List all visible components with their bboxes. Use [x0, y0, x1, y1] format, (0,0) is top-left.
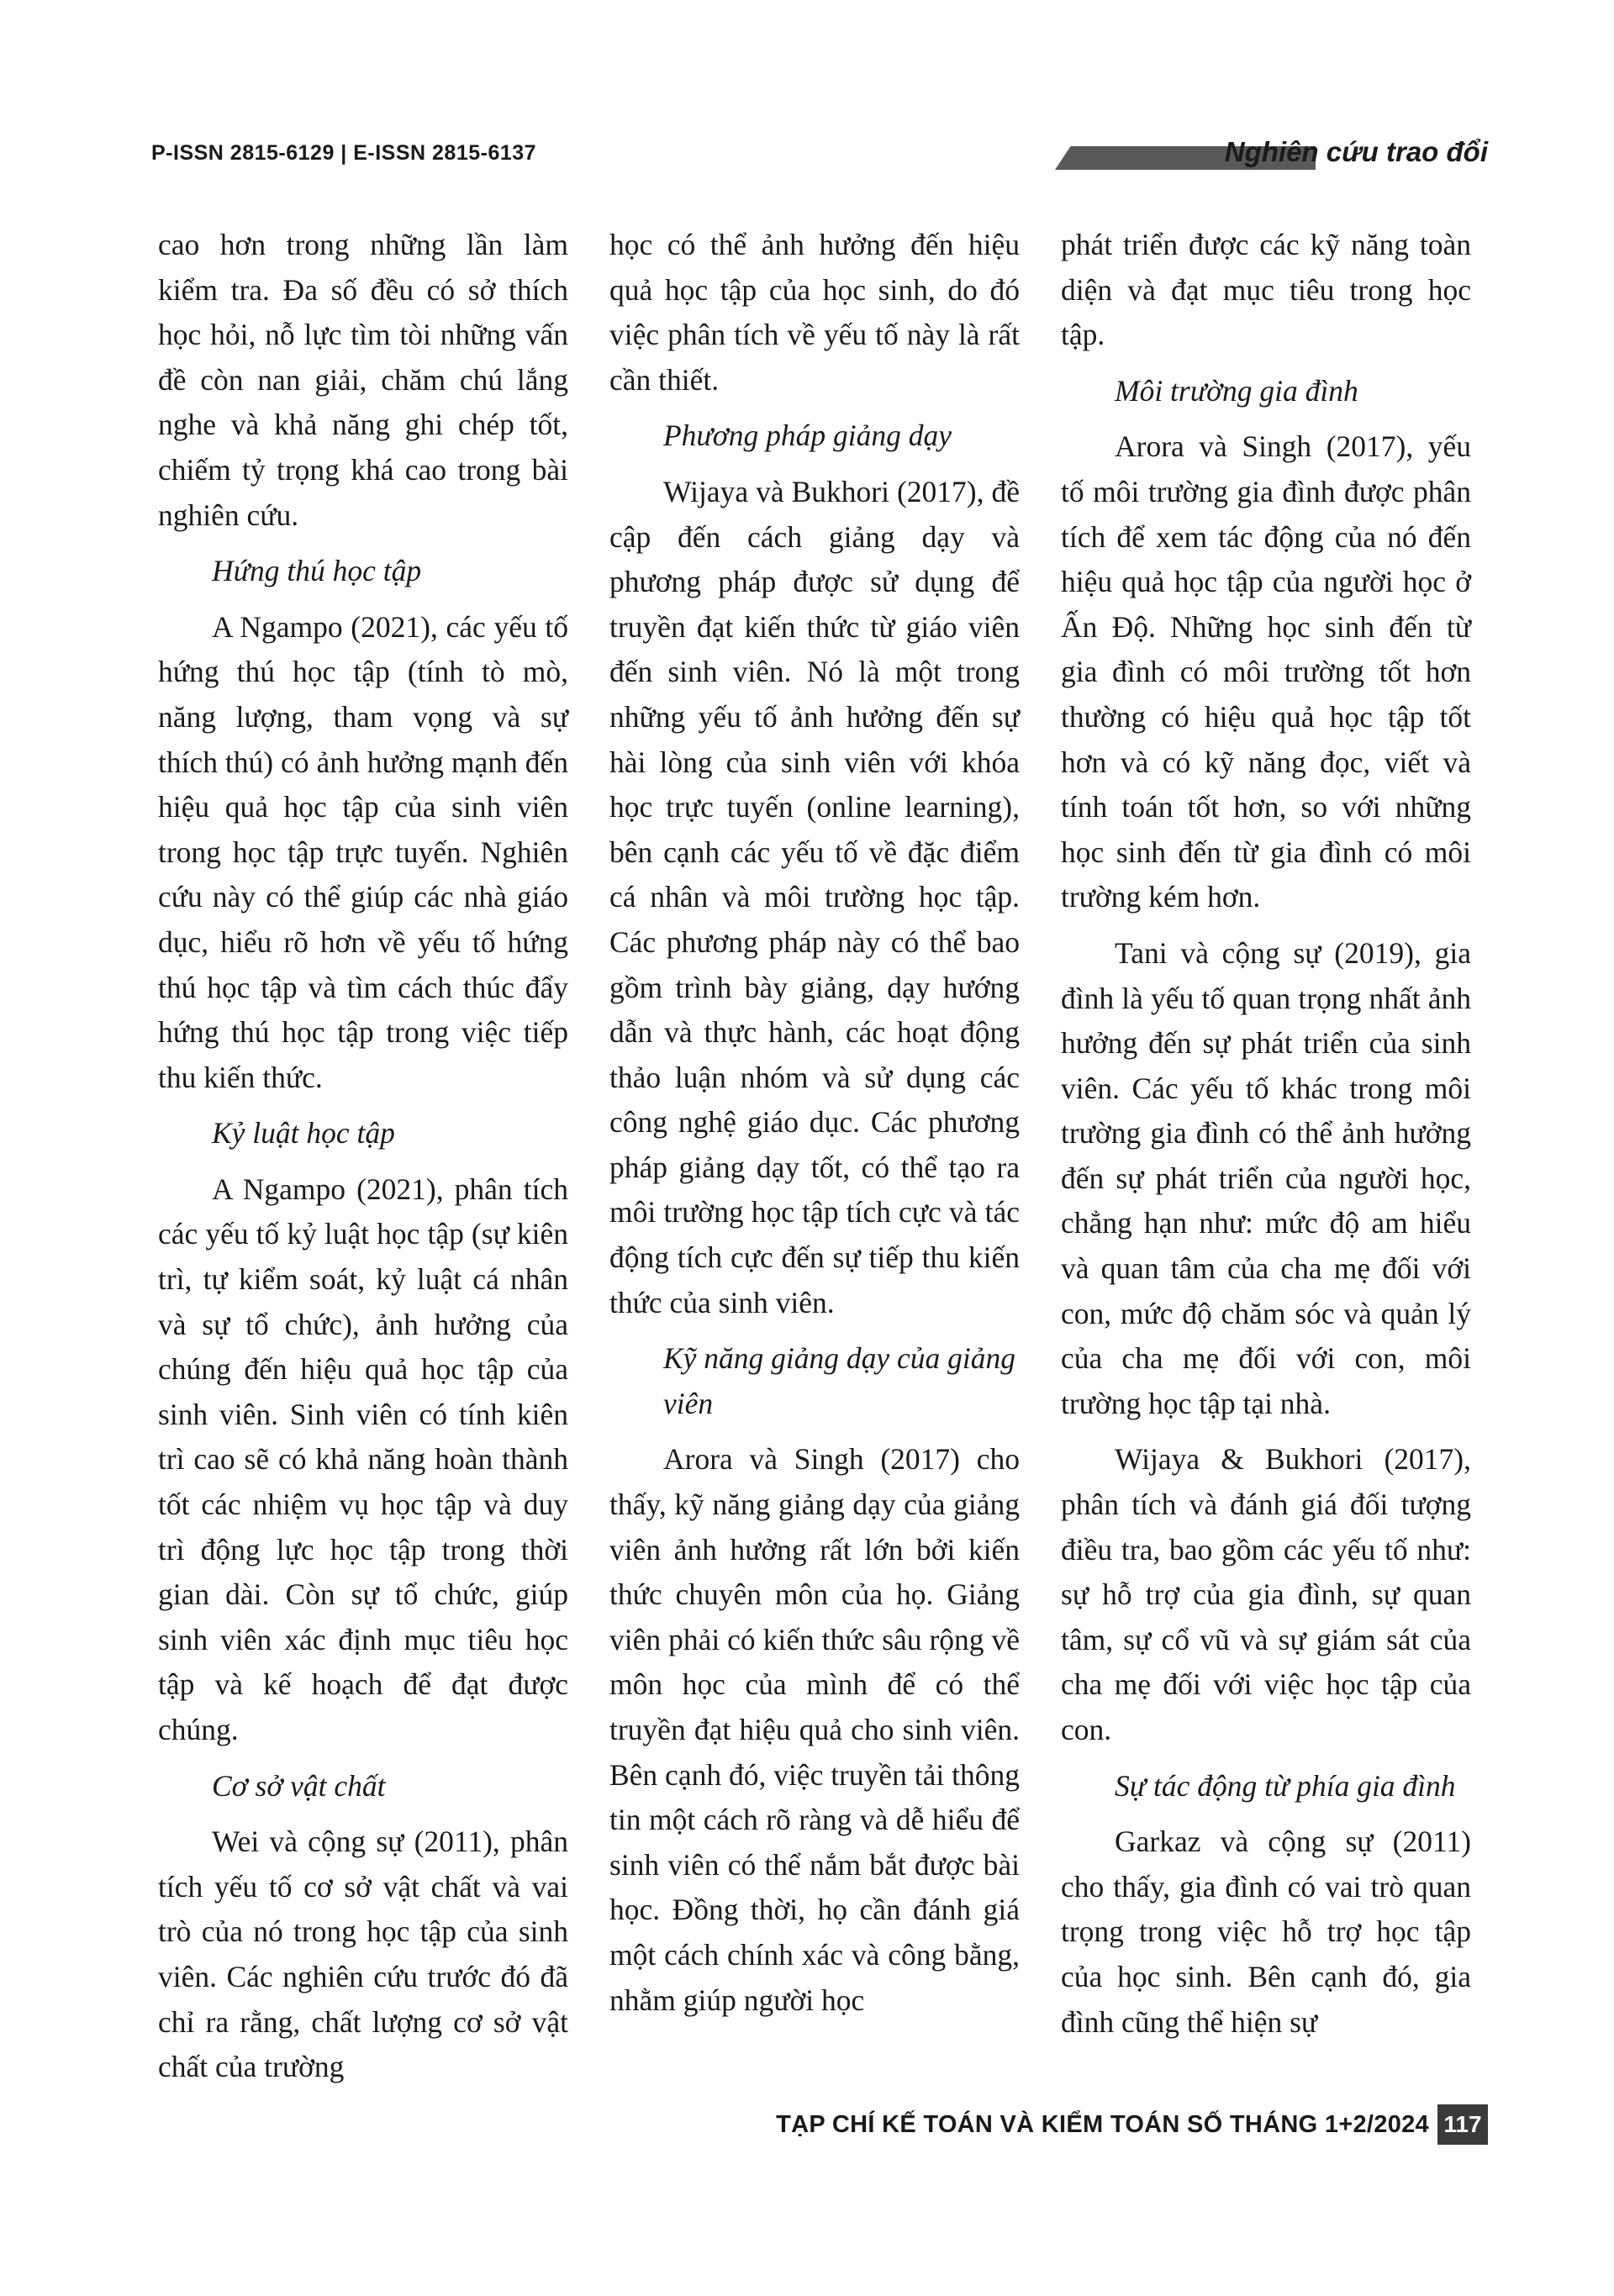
section-heading: Kỷ luật học tập: [212, 1116, 395, 1151]
paragraph: Arora và Singh (2017) cho thấy, kỹ năng giảng dạy của giảng viên ảnh hưởng rất lớn bởi kiến thức chuyên môn của họ. Giảng viên phải có kiến thức sâu rộng về môn học của mình để có thể truyền đạt hiệu quả cho sinh viên. Bên cạnh đó, việc truyền tải thông tin một cách rõ ràng và dễ hiểu để sinh viên có thể nắm bắt được bài học. Đồng thời, họ cần đánh giá một cách chính xác và công bằng, nhằm giúp người học: [609, 1442, 1020, 2017]
paragraph: Arora và Singh (2017), yếu tố môi trường gia đình được phân tích để xem tác động của nó đến hiệu quả học tập của người học ở Ấn Độ. Những học sinh đến từ gia đình có môi trường tốt hơn thường có hiệu quả học tập tốt hơn và có kỹ năng đọc, viết và tính toán tốt hơn, so với những học sinh đến từ gia đình có môi trường kém hơn.: [1061, 429, 1471, 914]
page-header: [151, 134, 1488, 185]
paragraph-continued: học có thể ảnh hưởng đến hiệu quả học tập của học sinh, do đó việc phân tích về yếu tố này là rất cần thiết.: [609, 228, 1020, 397]
section-heading: Kỹ năng giảng dạy của giảng viên: [663, 1341, 1016, 1420]
issn-label: P-ISSN 2815-6129 | E-ISSN 2815-6137: [151, 141, 537, 165]
paragraph-continued: phát triển được các kỹ năng toàn diện và đạt mục tiêu trong học tập.: [1061, 228, 1471, 352]
page-footer: [151, 2101, 1488, 2148]
paragraph: A Ngampo (2021), phân tích các yếu tố kỷ luật học tập (sự kiên trì, tự kiểm soát, kỷ luật cá nhân và sự tổ chức), ảnh hưởng của chúng đến hiệu quả học tập của sinh viên. Sinh viên có tính kiên trì cao sẽ có khả năng hoàn thành tốt các nhiệm vụ học tập và duy trì động lực học tập trong thời gian dài. Còn sự tổ chức, giúp sinh viên xác định mục tiêu học tập và kế hoạch để đạt được chúng.: [158, 1172, 568, 1746]
section-heading: Cơ sở vật chất: [212, 1768, 386, 1803]
paragraph: Wijaya & Bukhori (2017), phân tích và đánh giá đối tượng điều tra, bao gồm các yếu tố như: sự hỗ trợ của gia đình, sự quan tâm, sự cổ vũ và sự giám sát của cha mẹ đối với việc học tập của con.: [1061, 1442, 1471, 1746]
section-heading: Phương pháp giảng dạy: [663, 419, 952, 453]
section-heading: Sự tác động từ phía gia đình: [1115, 1768, 1456, 1803]
text-column-2: [609, 223, 1020, 2034]
page-number: 117: [1437, 2104, 1488, 2145]
section-title: Nghiên cứu trao đổi: [1224, 136, 1488, 167]
paragraph-continued: cao hơn trong những lần làm kiểm tra. Đa số đều có sở thích học hỏi, nỗ lực tìm tòi những vấn đề còn nan giải, chăm chú lắng nghe và khả năng ghi chép tốt, chiếm tỷ trọng khá cao trong bài nghiên cứu.: [158, 228, 568, 532]
paragraph: Wei và cộng sự (2011), phân tích yếu tố cơ sở vật chất và vai trò của nó trong học tập của sinh viên. Các nghiên cứu trước đó đã chỉ ra rằng, chất lượng cơ sở vật chất của trường: [158, 1825, 568, 2084]
paragraph: A Ngampo (2021), các yếu tố hứng thú học tập (tính tò mò, năng lượng, tham vọng và sự thích thú) có ảnh hưởng mạnh đến hiệu quả học tập của sinh viên trong học tập trực tuyến. Nghiên cứu này có thể giúp các nhà giáo dục, hiểu rõ hơn về yếu tố hứng thú học tập và tìm cách thúc đẩy hứng thú học tập trong việc tiếp thu kiến thức.: [158, 609, 568, 1094]
section-heading: Môi trường gia đình: [1115, 373, 1358, 408]
text-column-3: [1061, 223, 1471, 2056]
section-heading: Hứng thú học tập: [212, 554, 422, 588]
paragraph: Tani và cộng sự (2019), gia đình là yếu tố quan trọng nhất ảnh hưởng đến sự phát triển của sinh viên. Các yếu tố khác trong môi trường gia đình có thể ảnh hưởng đến sự phát triển của người học, chẳng hạn như: mức độ am hiểu và quan tâm của cha mẹ đối với con, mức độ chăm sóc và quản lý của cha mẹ đối với con, môi trường học tập tại nhà.: [1061, 935, 1471, 1420]
text-column-1: [158, 223, 568, 2101]
paragraph: Wijaya và Bukhori (2017), đề cập đến cách giảng dạy và phương pháp được sử dụng để truyền đạt kiến thức từ giáo viên đến sinh viên. Nó là một trong những yếu tố ảnh hưởng đến sự hài lòng của sinh viên với khóa học trực tuyến (online learning), bên cạnh các yếu tố về đặc điểm cá nhân và môi trường học tập. Các phương pháp này có thể bao gồm trình bày giảng, dạy hướng dẫn và thực hành, các hoạt động thảo luận nhóm và sử dụng các công nghệ giáo dục. Các phương pháp giảng dạy tốt, có thể tạo ra môi trường học tập tích cực và tác động tích cực đến sự tiếp thu kiến thức của sinh viên.: [609, 474, 1020, 1319]
journal-name: TẠP CHÍ KẾ TOÁN VÀ KIỂM TOÁN SỐ THÁNG 1+2/2024: [776, 2111, 1429, 2138]
paragraph: Garkaz và cộng sự (2011) cho thấy, gia đình có vai trò quan trọng trong việc hỗ trợ học tập của học sinh. Bên cạnh đó, gia đình cũng thể hiện sự: [1061, 1825, 1471, 2039]
